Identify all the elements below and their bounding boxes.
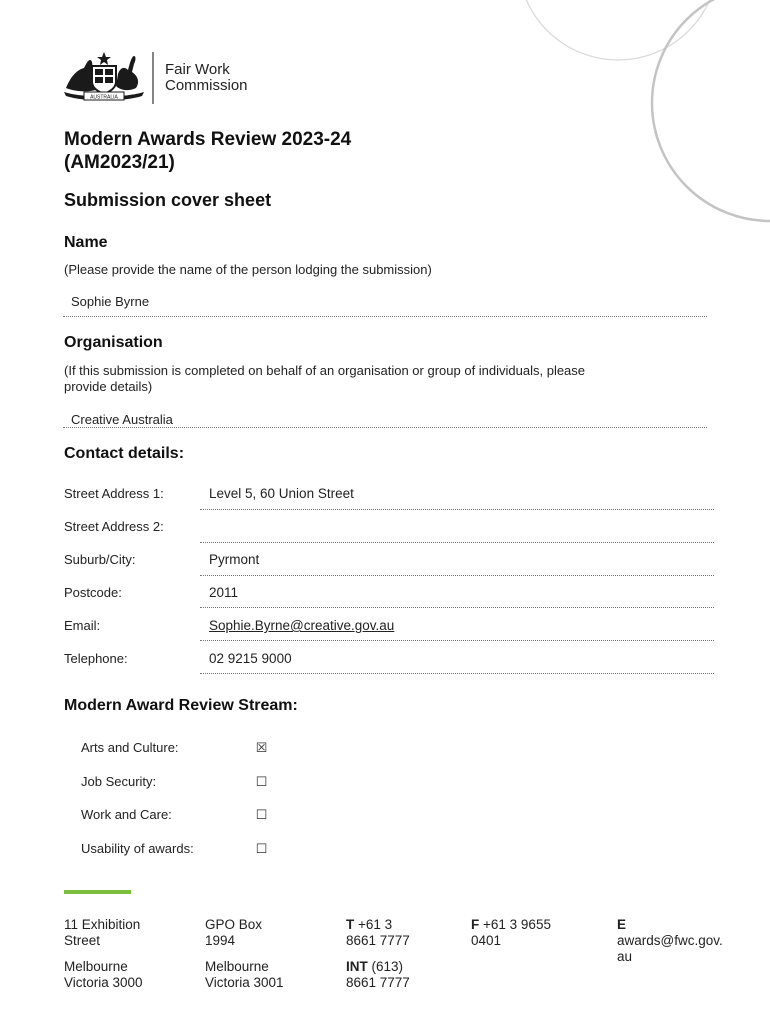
stream-work-care-label: Work and Care: xyxy=(81,807,172,822)
footer-col2-line3: Melbourne xyxy=(205,959,269,974)
footer-f-line2: 0401 xyxy=(471,933,502,948)
footer-col2-line1: GPO Box xyxy=(205,917,263,932)
crest-scroll-text: AUSTRALIA xyxy=(90,94,118,101)
wordmark-line1: Fair Work xyxy=(165,61,230,78)
suburb-label: Suburb/City: xyxy=(64,552,136,567)
page-subtitle: Submission cover sheet xyxy=(64,190,272,210)
street-address-1-label: Street Address 1: xyxy=(64,486,164,501)
street-address-1-underline xyxy=(200,509,714,510)
name-note: (Please provide the name of the person lodging the submission) xyxy=(64,262,432,277)
organisation-note-line1: (If this submission is completed on behalf of an organisation or group of individuals, please xyxy=(64,363,586,378)
wordmark-line2: Commission xyxy=(165,77,248,94)
street-address-2-label: Street Address 2: xyxy=(64,519,164,534)
deco-circle-small xyxy=(518,0,718,60)
footer-col1-line3: Melbourne xyxy=(64,959,128,974)
footer-fax xyxy=(471,917,551,949)
contact-heading: Contact details: xyxy=(64,445,185,462)
footer-f-line1: +61 3 9655 xyxy=(483,917,551,932)
deco-circle-large xyxy=(652,0,770,221)
email-link[interactable]: Sophie.Byrne@creative.gov.au xyxy=(209,618,395,633)
footer-col2-line4: Victoria 3001 xyxy=(205,975,284,990)
stream-arts-culture-checkbox[interactable]: ☒ xyxy=(255,740,268,755)
footer-col1-line1: 11 Exhibition xyxy=(64,917,141,932)
name-field-underline xyxy=(63,316,707,317)
name-field[interactable]: Sophie Byrne xyxy=(71,294,150,309)
footer-int-label: INT xyxy=(346,959,368,974)
stream-job-security-label: Job Security: xyxy=(81,774,157,789)
stream-usability-checkbox[interactable]: ☐ xyxy=(255,841,268,856)
street-address-2-underline xyxy=(200,542,714,543)
suburb-underline xyxy=(200,575,714,576)
footer-t-line2: 8661 7777 xyxy=(346,933,410,948)
organisation-wordmark xyxy=(165,62,248,94)
footer-e-line1[interactable]: awards@fwc.gov. xyxy=(617,933,723,948)
footer-t-label: T xyxy=(346,917,355,932)
footer-int-line1: (613) xyxy=(371,959,404,974)
stream-usability-label: Usability of awards: xyxy=(81,841,194,856)
postcode-label: Postcode: xyxy=(64,585,122,600)
page-title xyxy=(64,128,351,174)
postcode-field[interactable]: 2011 xyxy=(209,585,239,600)
footer-col1-line2: Street xyxy=(64,933,101,948)
footer-postal-address xyxy=(205,917,284,991)
email-underline xyxy=(200,640,714,641)
organisation-field[interactable]: Creative Australia xyxy=(71,412,173,427)
footer-int-line2: 8661 7777 xyxy=(346,975,410,990)
suburb-field[interactable]: Pyrmont xyxy=(209,552,260,567)
title-line1: Modern Awards Review 2023-24 xyxy=(64,129,352,150)
footer-accent-bar xyxy=(64,890,131,894)
footer-telephone xyxy=(346,917,410,991)
telephone-field[interactable]: 02 9215 9000 xyxy=(209,651,292,666)
footer-f-label: F xyxy=(471,917,480,932)
name-heading: Name xyxy=(64,234,108,251)
organisation-note xyxy=(64,363,585,395)
organisation-field-underline xyxy=(63,427,707,428)
footer-t-line1: +61 3 xyxy=(358,917,393,932)
organisation-heading: Organisation xyxy=(64,334,163,351)
stream-job-security-checkbox[interactable]: ☐ xyxy=(255,774,268,789)
email-label: Email: xyxy=(64,618,101,633)
telephone-underline xyxy=(200,673,714,674)
telephone-label: Telephone: xyxy=(64,651,128,666)
review-stream-heading: Modern Award Review Stream: xyxy=(64,697,298,714)
footer-street-address xyxy=(64,917,143,991)
stream-work-care-checkbox[interactable]: ☐ xyxy=(255,807,268,822)
stream-arts-culture-label: Arts and Culture: xyxy=(81,740,179,755)
footer-e-label: E xyxy=(617,917,627,932)
footer-e-line2[interactable]: au xyxy=(617,949,633,964)
street-address-2-field[interactable] xyxy=(209,519,509,535)
footer-col2-line2: 1994 xyxy=(205,933,236,948)
street-address-1-field[interactable]: Level 5, 60 Union Street xyxy=(209,486,354,501)
footer-email xyxy=(617,917,723,965)
postcode-underline xyxy=(200,607,714,608)
title-line2: (AM2023/21) xyxy=(64,152,175,173)
organisation-note-line2: provide details) xyxy=(64,379,153,394)
footer-col1-line4: Victoria 3000 xyxy=(64,975,143,990)
